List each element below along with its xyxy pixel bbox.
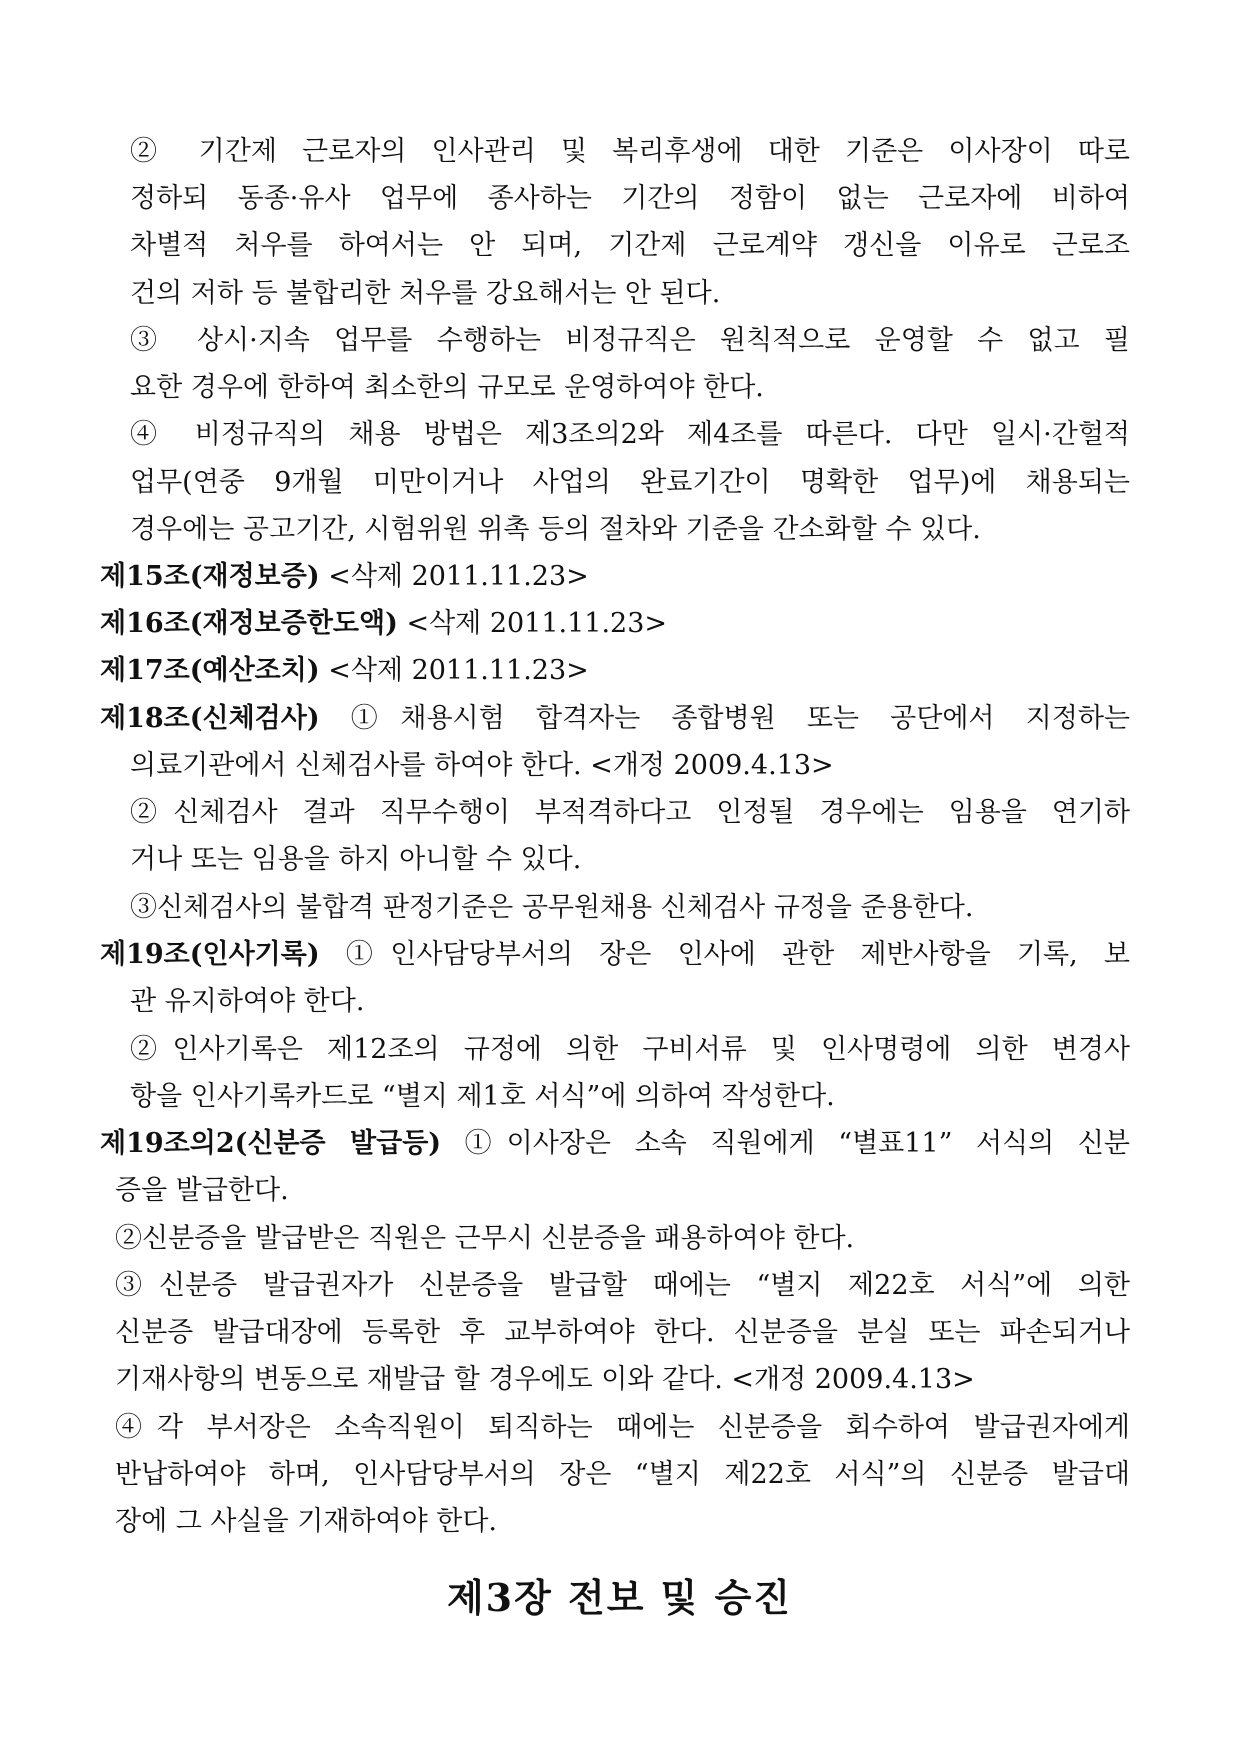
article-16	[100, 604, 667, 644]
article-16-title: 제16조(재정보증한도액)	[100, 608, 398, 639]
paragraph-line: ③신체검사의 불합격 판정기준은 공무원채용 신체검사 규정을 준용한다.	[130, 892, 974, 923]
article-18-text: ①채용시험 합격자는 종합병원 또는 공단에서 지정하는	[319, 703, 1130, 734]
article-19-text: ①인사담당부서의 장은 인사에 관한 제반사항을 기록, 보	[319, 939, 1130, 970]
paragraph-line: 관 유지하여야 한다.	[130, 986, 365, 1017]
article-17-text: <삭제 2011.11.23>	[319, 655, 589, 686]
paragraph-line: 요한 경우에 한하여 최소한의 규모로 운영하여야 한다.	[130, 372, 764, 403]
paragraph-line: 정하되 동종·유사 업무에 종사하는 기간의 정함이 없는 근로자에 비하여	[130, 183, 1130, 214]
paragraph-line: 반납하여야 하며, 인사담당부서의 장은 “별지 제22호 서식”의 신분증 발급대	[115, 1459, 1130, 1490]
article-18-title: 제18조(신체검사)	[100, 703, 320, 734]
paragraph-line: ④각 부서장은 소속직원이 퇴직하는 때에는 신분증을 회수하여 발급권자에게	[115, 1412, 1130, 1443]
paragraph-line: ② 기간제 근로자의 인사관리 및 복리후생에 대한 기준은 이사장이 따로	[130, 136, 1130, 167]
paragraph-line: ②인사기록은 제12조의 규정에 의한 구비서류 및 인사명령에 의한 변경사	[130, 1034, 1130, 1065]
paragraph-line: 항을 인사기록카드로 “별지 제1호 서식”에 의하여 작성한다.	[130, 1081, 835, 1112]
article-19-2-title: 제19조의2(신분증 발급등)	[100, 1128, 442, 1159]
article-19-first-line	[100, 935, 1130, 975]
article-18-first-line	[100, 699, 1130, 739]
paragraph-line: 장에 그 사실을 기재하여야 한다.	[115, 1506, 497, 1537]
paragraph-line: 업무(연중 9개월 미만이거나 사업의 완료기간이 명확한 업무)에 채용되는	[130, 467, 1130, 498]
paragraph-line: 거나 또는 임용을 하지 아니할 수 있다.	[130, 844, 582, 875]
chapter-title: 제3장 전보 및 승진	[446, 1575, 793, 1620]
paragraph-line: 의료기관에서 신체검사를 하여야 한다. <개정 2009.4.13>	[130, 750, 834, 781]
paragraph-line: 기재사항의 변동으로 재발급 할 경우에도 이와 같다. <개정 2009.4.13>	[115, 1364, 975, 1395]
paragraph-line: ②신분증을 발급받은 직원은 근무시 신분증을 패용하여야 한다.	[115, 1223, 855, 1254]
article-17-title: 제17조(예산조치)	[100, 655, 320, 686]
article-15-text: <삭제 2011.11.23>	[319, 561, 589, 592]
article-19-title: 제19조(인사기록)	[100, 939, 320, 970]
paragraph-line: ③신분증 발급권자가 신분증을 발급할 때에는 “별지 제22호 서식”에 의한	[115, 1270, 1130, 1301]
paragraph-line: 차별적 처우를 하여서는 안 되며, 기간제 근로계약 갱신을 이유로 근로조	[130, 230, 1130, 261]
paragraph-line: ④ 비정규직의 채용 방법은 제3조의2와 제4조를 따른다. 다만 일시·간헐적	[130, 419, 1130, 450]
paragraph-line: 건의 저하 등 불합리한 처우를 강요해서는 안 된다.	[130, 278, 721, 309]
paragraph-line: ③ 상시·지속 업무를 수행하는 비정규직은 원칙적으로 운영할 수 없고 필	[130, 325, 1130, 356]
article-19-2-first-line	[100, 1124, 1130, 1164]
article-15	[100, 557, 589, 597]
article-17	[100, 651, 589, 691]
paragraph-line: 경우에는 공고기간, 시험위원 위촉 등의 절차와 기준을 간소화할 수 있다.	[130, 514, 981, 545]
article-19-2-text: ①이사장은 소속 직원에게 “별표11” 서식의 신분	[441, 1128, 1130, 1159]
article-15-title: 제15조(재정보증)	[100, 561, 320, 592]
paragraph-line: ②신체검사 결과 직무수행이 부적격하다고 인정될 경우에는 임용을 연기하	[130, 797, 1130, 828]
paragraph-line: 신분증 발급대장에 등록한 후 교부하여야 한다. 신분증을 분실 또는 파손되거나	[115, 1317, 1130, 1348]
paragraph-line: 증을 발급한다.	[115, 1175, 289, 1206]
article-16-text: <삭제 2011.11.23>	[397, 608, 668, 639]
